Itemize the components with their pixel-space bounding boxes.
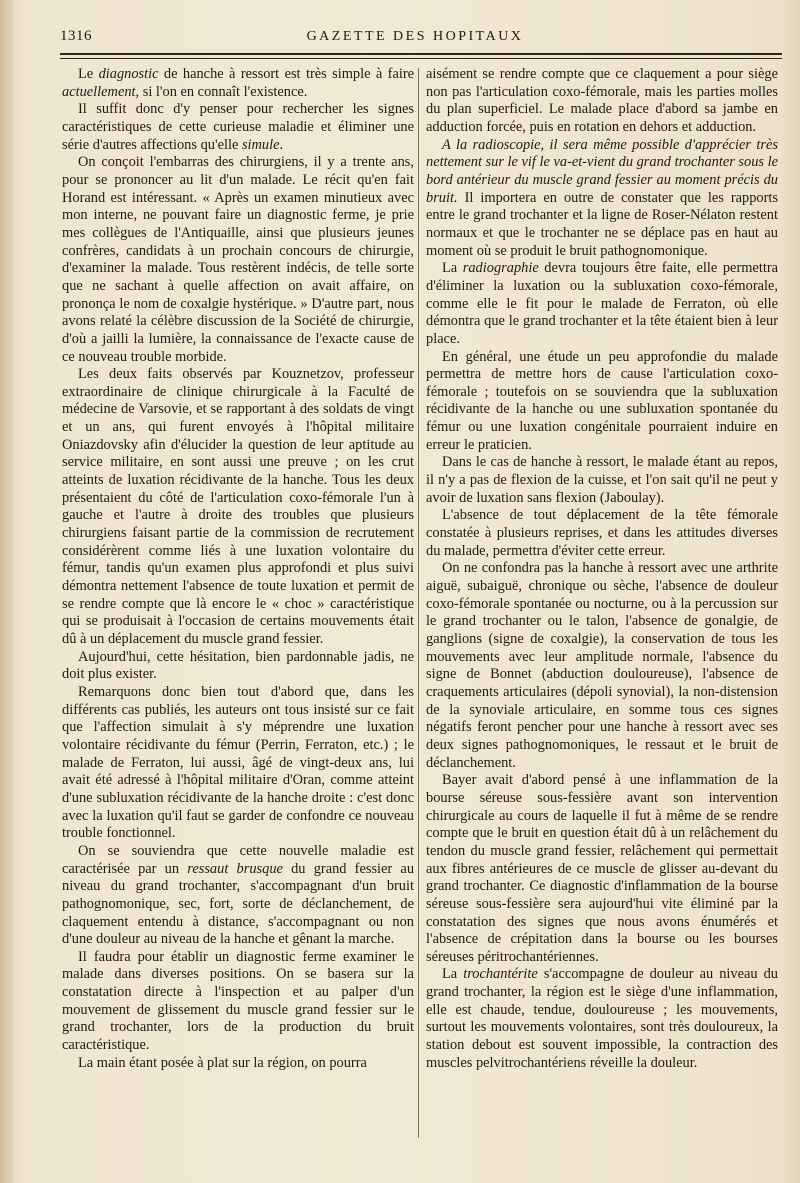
paragraph: En général, une étude un peu approfondie du malade permettra de mettre hors de cause l'articulation coxo-fémorale ; toutefois on se souviendra que la subluxation récidivante de la hanche ou une subluxation spontanée du fémur ou une luxation congénitale pourraient induire en erreur le praticien. bbox=[426, 348, 778, 453]
page-number: 1316 bbox=[60, 28, 92, 44]
paragraph: Bayer avait d'abord pensé à une inflammation de la bourse séreuse sous-fessière avant son intervention chirurgicale au cours de laquelle il fut à même de se rendre compte que le bruit en question était dû à un relâchement du tendon du muscle grand fessier, relâchement qui permettait aux fibres antérieures de ce muscle de glisser au-devant du grand trochanter. Ce diagnostic d'inflammation de la bourse séreuse sous-fessière sera aujourd'hui vite éliminé par la constatation des signes que nous avons énumérés et l'absence de crépitation dans la bourse ou les bourses séreuses péritrochantériennes. bbox=[426, 772, 778, 965]
journal-title: GAZETTE DES HOPITAUX bbox=[306, 29, 524, 44]
paragraph: L'absence de tout déplacement de la tête fémorale constatée à plusieurs reprises, et dans les attitudes diverses du malade, permettra d'éviter cette erreur. bbox=[426, 507, 778, 559]
paragraph: A la radioscopie, il sera même possible d'apprécier très nettement sur le vif le va-et-vient du grand trochanter sous le bord antérieur du muscle grand fessier au moment précis du bruit. Il importera en outre de constater que les rapports entre le grand trochanter et la ligne de Roser-Nélaton restent normaux et que le trochanter ne se déplace pas en haut au moment où se produit le bruit pathognomonique. bbox=[426, 136, 778, 259]
paragraph: Les deux faits observés par Kouznetzov, professeur extraordinaire de clinique chirurgicale à la Faculté de médecine de Varsovie, et se rapportant à des soldats de vingt et un ans, qui furent envoyés à l'hôpital militaire Oniazdovsky afin d'élucider la question de leur aptitude au service militaire, en sont aussi une preuve ; on les crut atteints de luxation récidivante de la hanche. Tous les deux présentaient du côté de l'articulation coxo-fémorale l'un à gauche et l'autre à droite des troubles que plusieurs chirurgiens faisant partie de la commission de recrutement considérèrent comme liés à une luxation volontaire du fémur, tandis qu'un examen plus approfondi et plus suivi démontra nettement l'absence de toute luxation et permit de se rendre compte que là encore le « choc » caractéristique qui se produisait à l'occasion de certains mouvements était dû à un déplacement du muscle grand fessier. bbox=[62, 366, 414, 647]
header-rule-thick bbox=[60, 53, 782, 55]
right-column bbox=[426, 66, 778, 1072]
paragraph: La trochantérite s'accompagne de douleur au niveau du grand trochanter, la région est le siège d'une inflammation, elle est chaude, tendue, douloureuse ; les mouvements, surtout les mouvements volontaires, sont très douloureux, la station debout est souvent impossible, la contraction des muscles pelvitrochantériens réveille la douleur. bbox=[426, 966, 778, 1071]
page-binding-edge bbox=[0, 0, 14, 1183]
page-header bbox=[60, 28, 770, 50]
paragraph: aisément se rendre compte que ce claquement a pour siège non pas l'articulation coxo-fémorale, mais les parties molles du plan superficiel. Le malade place d'abord sa jambe en adduction forcée, puis en rotation en dehors et adduction. bbox=[426, 66, 778, 135]
paragraph: Remarquons donc bien tout d'abord que, dans les différents cas publiés, les auteurs ont tous insisté sur ce fait que l'affection simulait à s'y méprendre une luxation volontaire récidivante du fémur (Perrin, Ferraton, etc.) ; le malade de Ferraton, lui aussi, âgé de vingt-deux ans, lui avait été adressé à l'hôpital militaire d'Oran, comme atteint d'une subluxation récidivante de la hanche droite : c'est donc avec la luxation qu'il faut se garder de confondre ce nouveau trouble fonctionnel. bbox=[62, 683, 414, 842]
left-column bbox=[62, 66, 414, 1072]
header-rule-thin bbox=[60, 58, 782, 59]
paragraph: Il suffit donc d'y penser pour rechercher les signes caractéristiques de cette curieuse maladie et éliminer une série d'autres affections qu'elle simule. bbox=[62, 101, 414, 153]
paragraph: La main étant posée à plat sur la région, on pourra bbox=[78, 1054, 367, 1071]
paragraph: Dans le cas de hanche à ressort, le malade étant au repos, il n'y a pas de flexion de la cuisse, et l'on sait qu'il ne peut y avoir de luxation sans flexion (Jaboulay). bbox=[426, 454, 778, 506]
paragraph: La radiographie devra toujours être faite, elle permettra d'éliminer la luxation ou la subluxation coxo-fémorale, comme elle le fit pour le malade de Ferraton, où elle démontra que le grand trochanter et la tête étaient bien à leur place. bbox=[426, 260, 778, 347]
column-divider bbox=[418, 68, 419, 1138]
paragraph: Le diagnostic de hanche à ressort est très simple à faire actuellement, si l'on en connaît l'existence. bbox=[62, 66, 415, 100]
paragraph: On se souviendra que cette nouvelle maladie est caractérisée par un ressaut brusque du grand fessier au niveau du grand trochanter, s'accompagnant d'un bruit pathognomonique, sec, fort, sorte de déclanchement, de claquement entendu à distance, s'accompagnant ou non d'une douleur au niveau de la hanche et gênant la marche. bbox=[62, 842, 415, 948]
paragraph: Aujourd'hui, cette hésitation, bien pardonnable jadis, ne doit plus exister. bbox=[62, 648, 414, 683]
paragraph: On conçoit l'embarras des chirurgiens, il y a trente ans, pour se prononcer au lit d'un malade. Le récit qu'en fait Horand est intéressant. « Après un examen minutieux avec mon interne, ne pouvant faire un diagnostic ferme, je prie mes collègues de l'Antiquaille, ainsi que plusieurs jeunes confrères, candidats à un prochain concours de chirurgie, d'examiner la malade. Tous restèrent indécis, de telle sorte que ne sachant à quelle affection on avait affaire, on prononça le nom de coxalgie hystérique. » D'autre part, nous avons relaté la célèbre discussion de la Société de chirurgie, d'où a jailli la lumière, la connaissance de l'exacte cause de ce nouveau trouble morbide. bbox=[62, 154, 414, 365]
paragraph: On ne confondra pas la hanche à ressort avec une arthrite aiguë, subaiguë, chronique ou sèche, l'absence de douleur coxo-fémorale spontanée ou nocturne, ou à la percussion sur le grand trochanter ou le talon, l'absence de gonalgie, de ganglions (signe de coxalgie), la conservation de tous les mouvements avec leur amplitude normale, l'absence du signe de Bonnet (abduction douloureuse), l'absence de craquements articulaires (dépoli synovial), la non-distension de la synoviale articulaire, en somme tous ces signes négatifs feront pencher pour une hanche à ressort avec ses deux signes pathognomoniques, le ressaut et le bruit de déclanchement. bbox=[426, 560, 778, 771]
paragraph: Il faudra pour établir un diagnostic ferme examiner le malade dans diverses positions. On se basera sur la constatation directe à l'inspection et au palper d'un mouvement de glissement du muscle grand fessier sur le grand trochanter, lors de la production du bruit caractéristique. bbox=[62, 948, 414, 1054]
